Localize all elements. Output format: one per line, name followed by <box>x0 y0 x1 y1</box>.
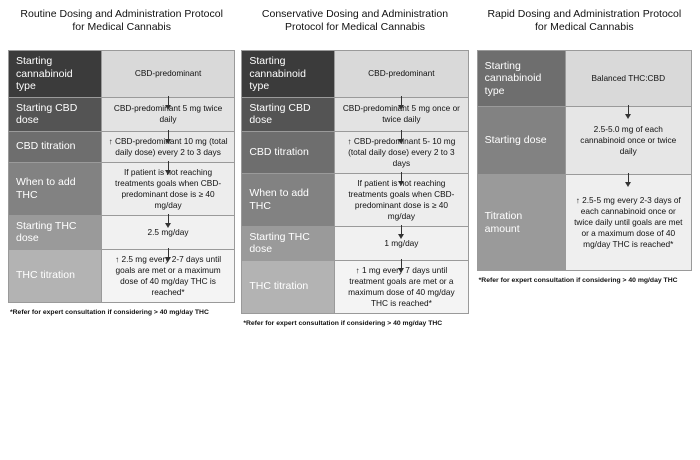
row-label: CBD titration <box>9 131 102 162</box>
footnote: *Refer for expert consultation if considering > 40 mg/day THC <box>478 277 678 284</box>
panel-rapid <box>477 6 692 285</box>
row-label: Starting CBD dose <box>242 97 335 131</box>
row-value <box>335 51 469 98</box>
row-label: CBD titration <box>242 131 335 173</box>
panel-routine <box>8 6 235 317</box>
row-label: Starting CBD dose <box>9 97 102 131</box>
row-label: Starting THC dose <box>242 226 335 260</box>
row-label: Starting dose <box>477 107 565 175</box>
panel-title: Rapid Dosing and Administration Protocol for Medical Cannabis <box>487 8 682 33</box>
row-value-text: CBD-predominant <box>368 68 435 79</box>
row-value: ↑ 2.5 mg every 2-7 days until goals are met or a maximum dose of 40 mg/day THC is reached* <box>101 249 235 302</box>
row-value-text: Balanced THC:CBD <box>591 73 666 83</box>
row-value-text: 2.5 mg/day <box>147 226 189 237</box>
protocol-table <box>477 50 692 271</box>
row-label: Starting cannabinoid type <box>477 51 565 107</box>
table-row <box>242 260 468 313</box>
row-value-text: CBD-predominant 5 mg once or twice daily <box>342 103 460 124</box>
table-row <box>477 51 691 107</box>
table-row <box>242 131 468 173</box>
table-row <box>477 175 691 271</box>
table-row <box>477 107 691 175</box>
row-value-text: ↑ CBD-predominant 10 mg (total daily dose) every 2 to 3 days <box>108 135 228 157</box>
row-value-text: 2.5-5.0 mg of each cannabinoid once or twice daily <box>580 124 677 156</box>
protocol-table <box>8 50 235 303</box>
table-row <box>242 226 468 260</box>
row-label: When to add THC <box>242 173 335 226</box>
row-value-text: CBD-predominant 5 mg twice daily <box>113 103 223 124</box>
panel-title: Routine Dosing and Administration Protocol for Medical Cannabis <box>20 8 223 33</box>
row-value-text: ↑ CBD-predominant 5- 10 mg (total daily dose) every 2 to 3 days <box>347 135 456 168</box>
protocol-table <box>241 50 468 314</box>
table-row <box>9 97 235 131</box>
footnote: *Refer for expert consultation if considering > 40 mg/day THC <box>243 319 443 327</box>
row-label: THC titration <box>242 260 335 313</box>
row-value <box>565 51 691 107</box>
panel-title: Conservative Dosing and Administration Protocol for Medical Cannabis <box>261 8 449 33</box>
row-label: Starting THC dose <box>9 215 102 249</box>
footnote: *Refer for expert consultation if considering > 40 mg/day THC <box>10 308 209 316</box>
table-row <box>242 97 468 131</box>
table-row <box>9 51 235 98</box>
table-row <box>9 249 235 302</box>
table-row <box>9 162 235 215</box>
row-value: ↑ 1 mg every 7 days until treatment goals are met or a maximum dose of 40 mg/day THC is reached* <box>335 260 469 313</box>
row-label: Starting cannabinoid type <box>9 51 102 98</box>
row-label: Titration amount <box>477 175 565 271</box>
row-value-text: If patient is not reaching treatments goals when CBD-predominant dose is ≥ 40 mg/day <box>115 166 222 210</box>
row-label: THC titration <box>9 249 102 302</box>
table-row <box>9 131 235 162</box>
panel-conservative <box>241 6 468 328</box>
table-row <box>242 51 468 98</box>
table-row <box>9 215 235 249</box>
row-value-text: 1 mg/day <box>384 237 419 248</box>
row-label: Starting cannabinoid type <box>242 51 335 98</box>
row-value-text: CBD-predominant <box>134 68 202 79</box>
row-value: ↑ 2.5-5 mg every 2-3 days of each cannabinoid once or twice daily until goals are met or a maximum dose of 40 mg/day THC is reached* <box>565 175 691 271</box>
row-label: When to add THC <box>9 162 102 215</box>
row-value-text: If patient is not reaching treatments goals when CBD-predominant dose is ≥ 40 mg/day <box>348 177 455 221</box>
row-value <box>101 51 235 98</box>
table-row <box>242 173 468 226</box>
